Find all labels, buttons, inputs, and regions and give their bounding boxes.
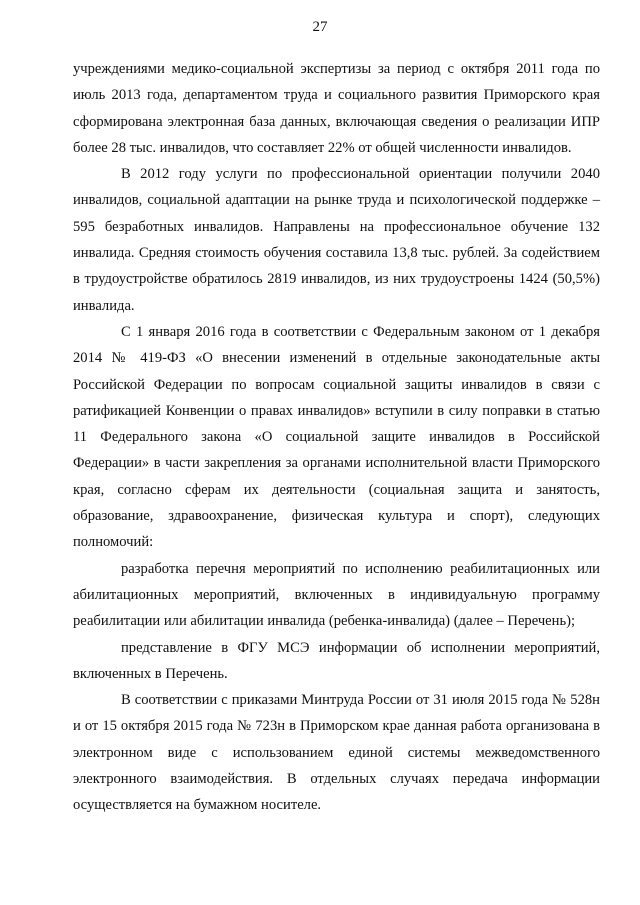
paragraph-ipr-database: учреждениями медико-социальной экспертизы за период с октября 2011 года по июль 2013 года, департаментом труда и социального развития Приморского края сформирована электронная база данных, включающая сведения о реализации ИПР более 28 тыс. инвалидов, что составляет 22% от общей численности инвалидов. [73, 61, 600, 156]
list-item-measures-list: разработка перечня мероприятий по исполнению реабилитационных или абилитационных мероприятий, включенных в индивидуальную программу реабилитации или абилитации инвалида (ребенка-инвалида) (далее – Перечень); [73, 560, 600, 630]
paragraph-mintrud-orders: В соответствии с приказами Минтруда России от 31 июля 2015 года № 528н и от 15 октября 2015 года № 723н в Приморском крае данная работа организована в электронном виде с использованием единой системы межведомственного электронного взаимодействия. В отдельных случаях передача информации осуществляется на бумажном носителе. [73, 692, 600, 814]
page-number: 27 [312, 19, 328, 35]
paragraph-federal-law-2016: С 1 января 2016 года в соответствии с Федеральным законом от 1 декабря 2014 № 419-ФЗ «О внесении изменений в отдельные законодательные акты Российской Федерации по вопросам социальной защиты инвалидов в связи с ратификацией Конвенции о правах инвалидов» вступили в силу поправки в статью 11 Федерального закона «О социальной защите инвалидов в Российской Федерации» в части закрепления за органами исполнительной власти Приморского края, согласно сферам их деятельности (социальная защита и занятость, образование, здравоохранение, физическая культура и спорт), следующих полномочий: [73, 323, 600, 551]
document-body [73, 56, 600, 819]
list-item-mse-report: представление в ФГУ МСЭ информации об исполнении мероприятий, включенных в Перечень. [73, 639, 600, 682]
paragraph-2012-services: В 2012 году услуги по профессиональной ориентации получили 2040 инвалидов, социальной адаптации на рынке труда и психологической поддержке – 595 безработных инвалидов. Направлены на профессиональное обучение 132 инвалида. Средняя стоимость обучения составила 13,8 тыс. рублей. За содействием в трудоустройстве обратилось 2819 инвалидов, из них трудоустроены 1424 (50,5%) инвалида. [73, 166, 600, 314]
